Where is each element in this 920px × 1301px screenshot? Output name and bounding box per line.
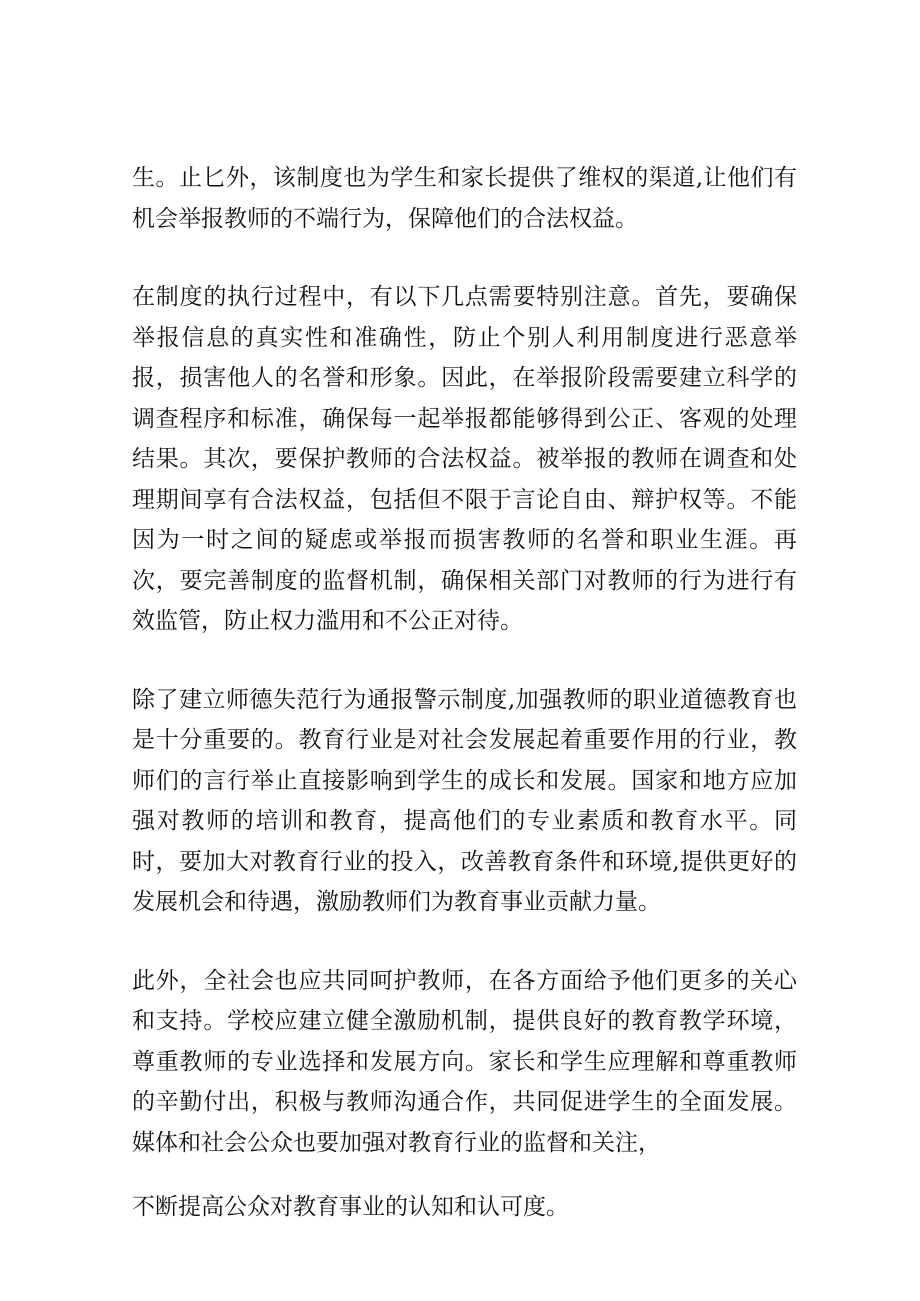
paragraph-1: 生。止匕外，该制度也为学生和家长提供了维权的渠道,让他们有机会举报教师的不端行为，保障他们的合法权益。 <box>132 165 797 232</box>
paragraph-5: 不断提高公众对教育事业的认知和认可度。 <box>132 1194 569 1220</box>
document-body <box>132 158 797 1228</box>
paragraph-3: 除了建立师德失范行为通报警示制度,加强教师的职业道德教育也是十分重要的。教育行业是对社会发展起着重要作用的行业，教师们的言行举止直接影响到学生的成长和发展。国家和地方应加强对教师的培训和教育，提高他们的专业素质和教育水平。同时，要加大对教育行业的投入，改善教育条件和环境,提供更好的发展机会和待遇，激励教师们为教育事业贡献力量。 <box>132 686 797 915</box>
paragraph-4: 此外，全社会也应共同呵护教师，在各方面给予他们更多的关心和支持。学校应建立健全激励机制，提供良好的教育教学环境，尊重教师的专业选择和发展方向。家长和学生应理解和尊重教师的辛勤付出，积极与教师沟通合作，共同促进学生的全面发展。媒体和社会公众也要加强对教育行业的监督和关注， <box>132 967 797 1156</box>
paragraph-2: 在制度的执行过程中，有以下几点需要特别注意。首先，要确保举报信息的真实性和准确性，防止个别人利用制度进行恶意举报，损害他人的名誉和形象。因此，在举报阶段需要建立科学的调查程序和标准，确保每一起举报都能够得到公正、客观的处理结果。其次，要保护教师的合法权益。被举报的教师在调查和处理期间享有合法权益，包括但不限于言论自由、辩护权等。不能因为一时之间的疑虑或举报而损害教师的名誉和职业生涯。再次，要完善制度的监督机制，确保相关部门对教师的行为进行有效监管，防止权力滥用和不公正对待。 <box>132 284 797 634</box>
